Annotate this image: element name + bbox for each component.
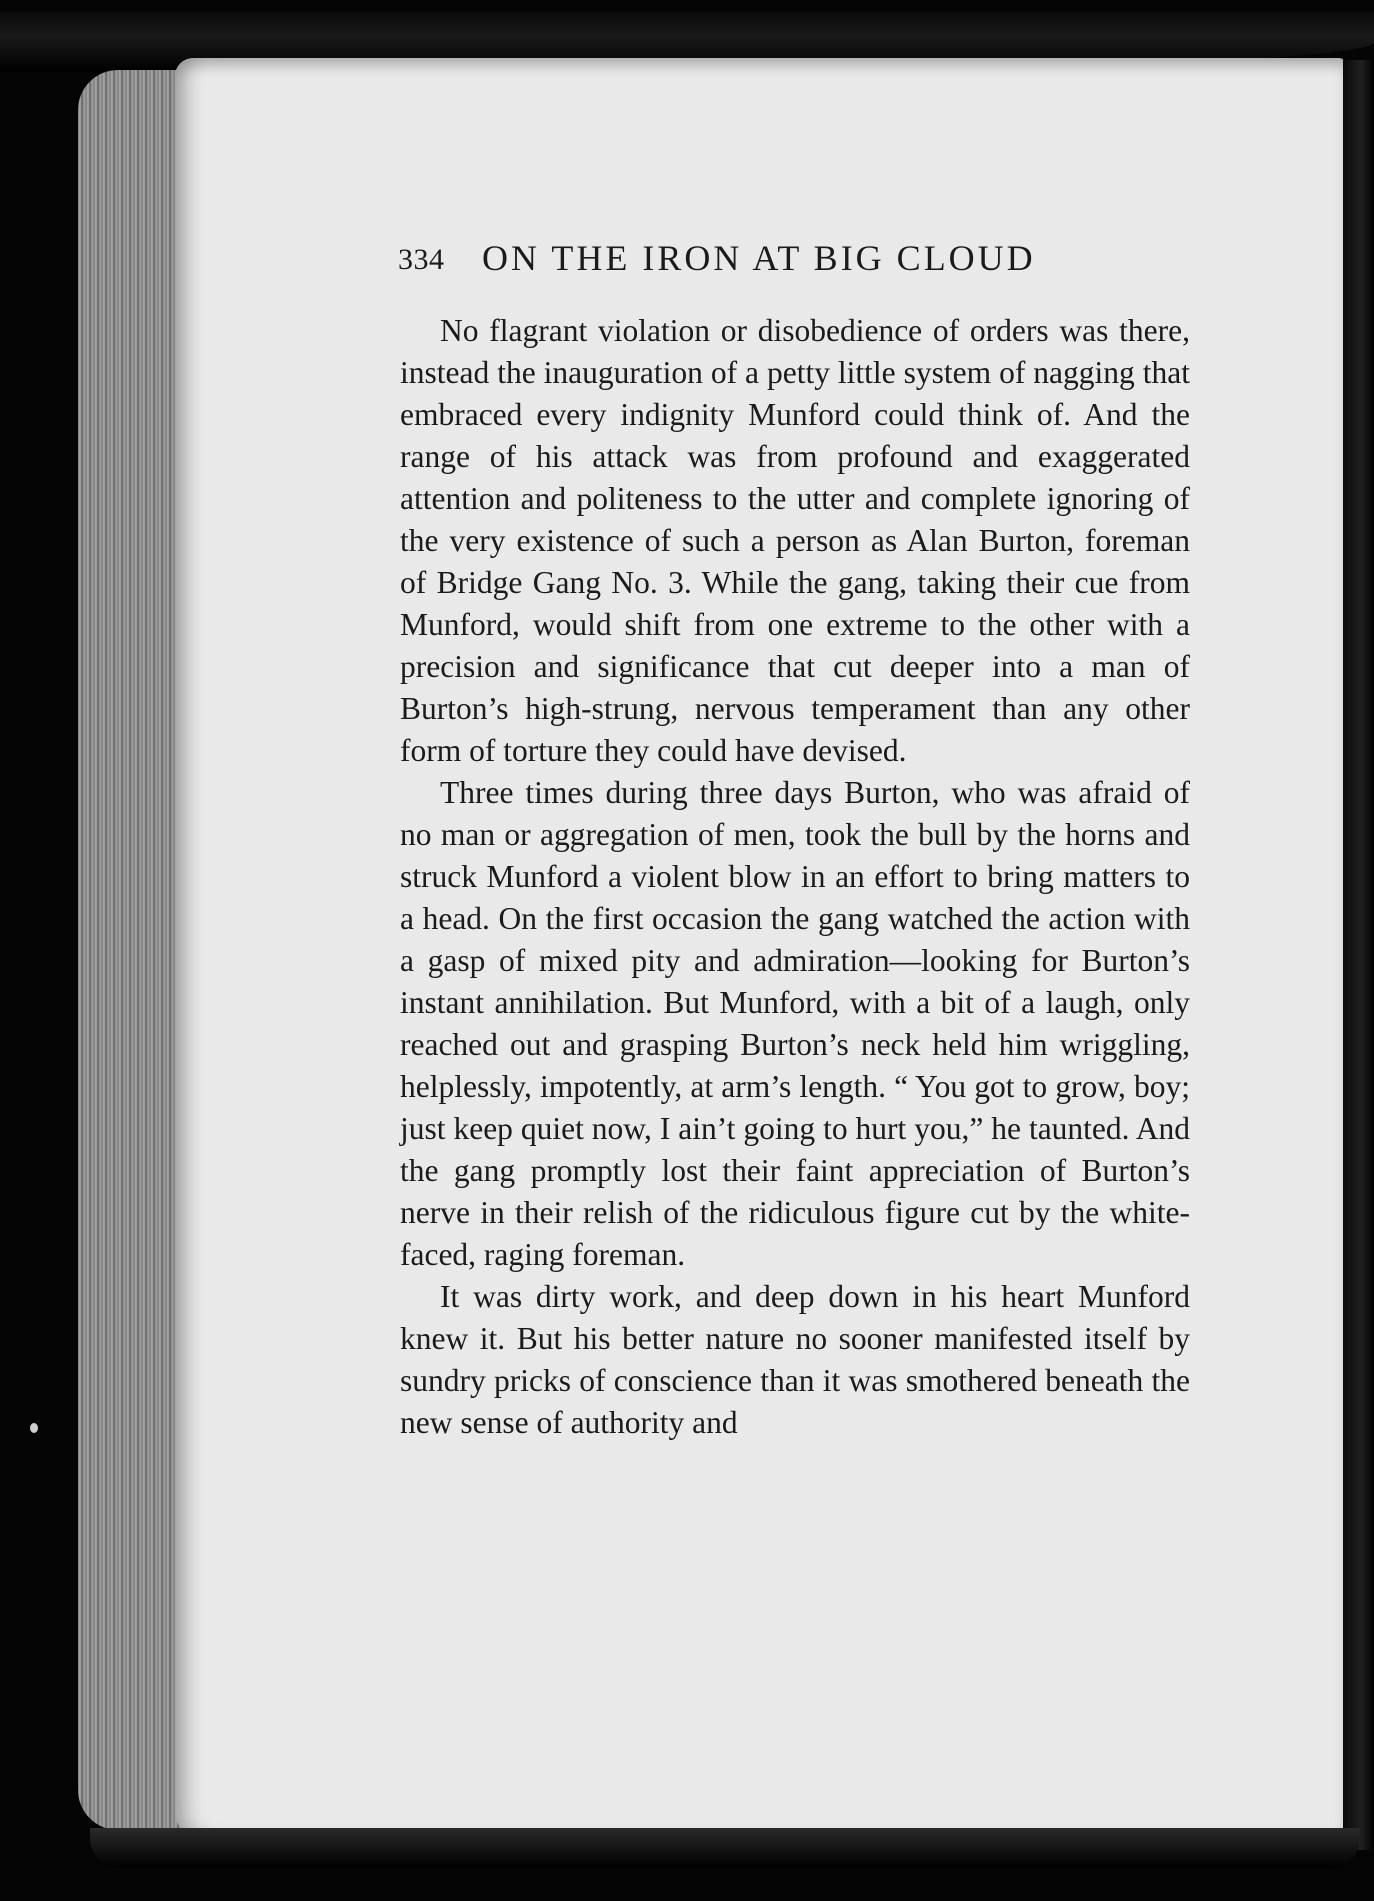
book-right-edge (1343, 60, 1374, 1850)
running-head: ON THE IRON AT BIG CLOUD (482, 238, 1036, 278)
paragraph: No flagrant violation or disobedience of orders was there, instead the inauguration of a petty little system of nagging that embraced every indignity Munford could think of. And the range of his attack was from profound and exaggerated attention and politeness to the utter and complete ignoring of the very existence of such a person as Alan Burton, foreman of Bridge Gang No. 3. While the gang, taking their cue from Munford, would shift from one extreme to the other with a precision and significance that cut deeper into a man of Burton’s high-strung, nervous temperament than any other form of torture they could have devised. (400, 313, 1190, 768)
page-number: 334 (398, 243, 445, 276)
book-bottom-edge (90, 1828, 1360, 1868)
page-stack-edges (78, 70, 188, 1830)
body-text (400, 310, 1190, 1444)
paragraph: It was dirty work, and deep down in his heart Munford knew it. But his better nature no sooner manifested itself by sundry pricks of conscience than it was smothered beneath the new sense of authority and (400, 1279, 1190, 1440)
page-header (398, 233, 1118, 283)
paragraph: Three times during three days Burton, who was afraid of no man or aggregation of men, took the bull by the horns and struck Munford a violent blow in an effort to bring matters to a head. On the first occasion the gang watched the action with a gasp of mixed pity and admiration—looking for Burton’s instant annihilation. But Munford, with a bit of a laugh, only reached out and grasping Burton’s neck held him wriggling, helplessly, impotently, at arm’s length. “ You got to grow, boy; just keep quiet now, I ain’t going to hurt you,” he taunted. And the gang promptly lost their faint appreciation of Burton’s nerve in their relish of the ridiculous figure cut by the white-faced, raging foreman. (400, 775, 1190, 1272)
scan-speck (30, 1423, 38, 1433)
